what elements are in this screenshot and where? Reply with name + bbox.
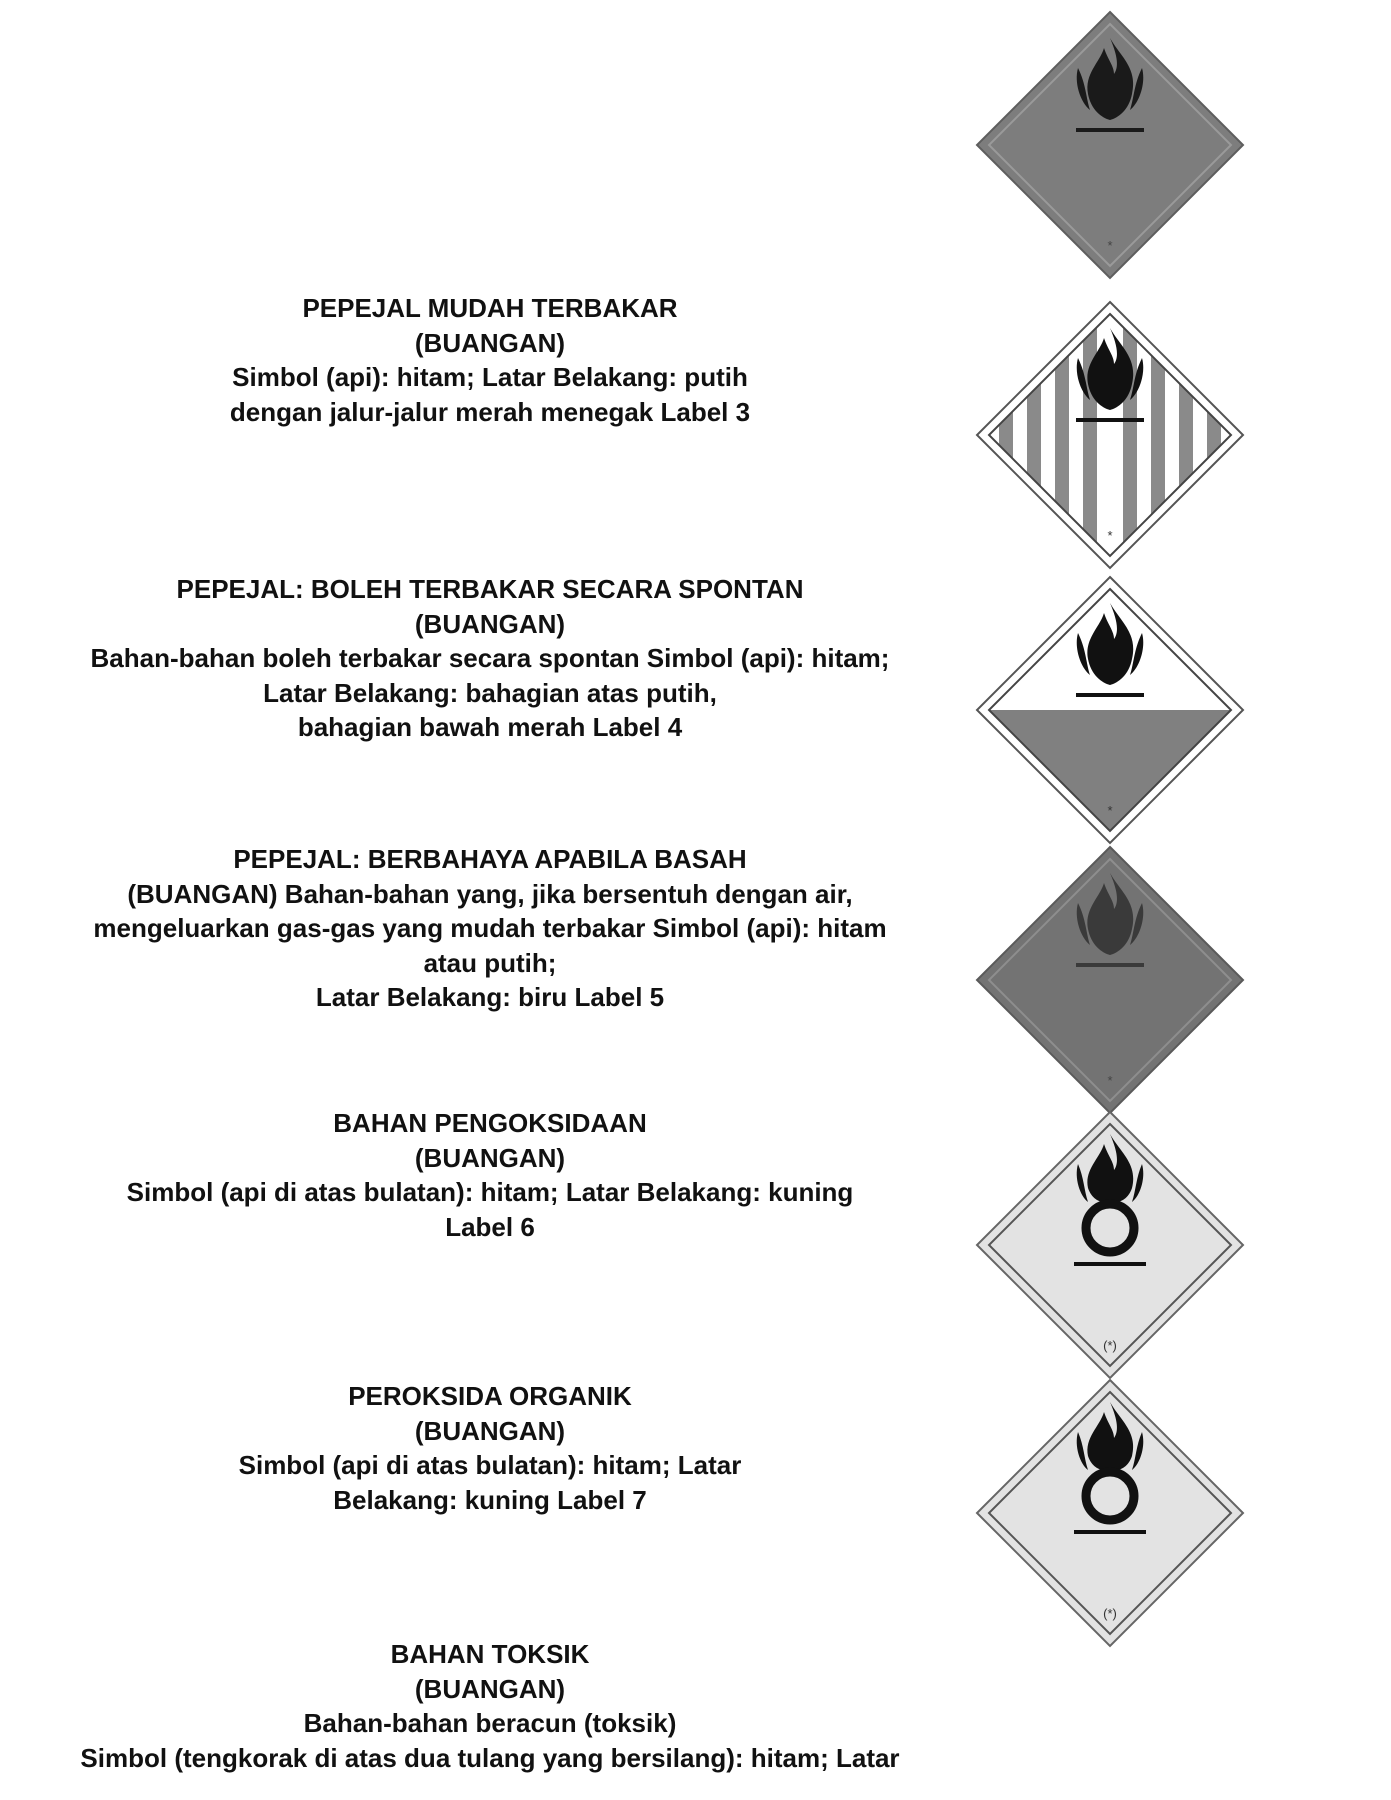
hazard-diamond-split-sign	[975, 575, 1245, 845]
waste-label-entry-organic-peroxide	[20, 1379, 960, 1517]
entry-title: BAHAN TOKSIK	[390, 1639, 590, 1669]
entry-line: Simbol (api): hitam; Latar Belakang: putih	[232, 362, 748, 392]
class-number-mark: (*)	[1103, 1606, 1117, 1621]
entry-title: BAHAN PENGOKSIDAAN	[333, 1108, 647, 1138]
flame-icon	[975, 10, 1245, 280]
waste-label-entry-dangerous-when-wet	[20, 842, 960, 1015]
entry-line: Bahan-bahan beracun (toksik)	[303, 1708, 677, 1738]
class-number-mark: *	[1107, 238, 1113, 253]
flame-icon	[975, 300, 1245, 570]
entry-line: Simbol (tengkorak di atas dua tulang yang bersilang): hitam; Latar	[80, 1742, 900, 1773]
entry-line: (BUANGAN)	[414, 1673, 566, 1704]
entry-line: Label 6	[445, 1211, 535, 1242]
entry-line: Simbol (api di atas bulatan): hitam; Latar	[238, 1450, 742, 1480]
class-number-mark: *	[1107, 1073, 1113, 1088]
entry-line: (BUANGAN)	[414, 608, 566, 639]
entry-title: PEPEJAL MUDAH TERBAKAR	[302, 293, 678, 323]
entry-title: PEROKSIDA ORGANIK	[348, 1381, 632, 1411]
entry-line: (BUANGAN) Bahan-bahan yang, jika bersentuh dengan air,	[127, 878, 853, 909]
entry-title: PEPEJAL: BERBAHAYA APABILA BASAH	[233, 844, 747, 874]
flame-icon	[975, 845, 1245, 1115]
hazard-diamond-organic-peroxide-sign	[975, 1378, 1245, 1648]
entry-line: Simbol (api di atas bulatan): hitam; Latar Belakang: kuning	[126, 1177, 854, 1207]
entry-line: (BUANGAN)	[414, 327, 566, 358]
flame-over-circle-icon	[975, 1378, 1245, 1648]
flame-over-circle-icon	[975, 1110, 1245, 1380]
hazard-diamond-striped-sign	[975, 300, 1245, 570]
entry-line: Latar Belakang: bahagian atas putih,	[263, 677, 717, 708]
flame-icon	[975, 575, 1245, 845]
entry-line: mengeluarkan gas-gas yang mudah terbakar Simbol (api): hitam	[93, 913, 887, 943]
entry-line: atau putih;	[423, 947, 557, 978]
class-number-mark: *	[1107, 528, 1113, 543]
hazard-diamond-oxidizer-sign	[975, 1110, 1245, 1380]
entry-line: Bahan-bahan boleh terbakar secara spontan Simbol (api): hitam;	[90, 643, 890, 673]
waste-label-entry-oxidizing	[20, 1106, 960, 1244]
waste-label-entry-flammable-solid	[20, 291, 960, 429]
entry-line: (BUANGAN)	[414, 1415, 566, 1446]
class-number-mark: *	[1107, 803, 1113, 818]
entry-line: Belakang: kuning Label 7	[333, 1484, 647, 1515]
entry-line: Latar Belakang: biru Label 5	[315, 982, 665, 1012]
entry-line: bahagian bawah merah Label 4	[297, 712, 683, 742]
class-number-mark: (*)	[1103, 1338, 1117, 1353]
entry-line: (BUANGAN)	[414, 1142, 566, 1173]
hazard-diamond-dangerous-wet-sign	[975, 845, 1245, 1115]
hazard-diamond-flammable-sign	[975, 10, 1245, 280]
entry-title: PEPEJAL: BOLEH TERBAKAR SECARA SPONTAN	[176, 574, 804, 604]
entry-line: dengan jalur-jalur merah menegak Label 3	[229, 396, 751, 427]
waste-label-entry-spontaneously-combustible	[20, 572, 960, 745]
waste-label-entry-toxic	[20, 1637, 960, 1775]
